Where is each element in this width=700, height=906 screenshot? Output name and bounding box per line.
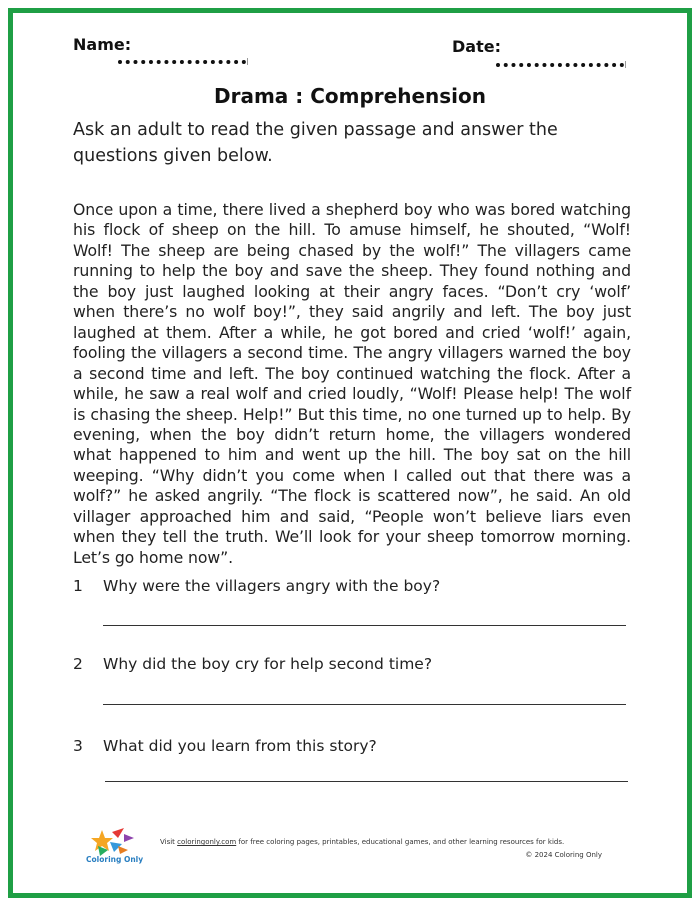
name-line-end [247, 58, 248, 65]
question-1-text: Why were the villagers angry with the boy? [103, 577, 441, 595]
question-3-number: 3 [73, 737, 83, 755]
question-2-text: Why did the boy cry for help second time? [103, 655, 433, 673]
question-1-number: 1 [73, 577, 83, 595]
date-dotted-line[interactable] [496, 57, 624, 67]
name-dotted-line[interactable] [118, 54, 246, 64]
name-label: Name: [73, 35, 132, 54]
copyright-text: © 2024 Coloring Only [525, 851, 602, 859]
footer-rest: for free coloring pages, printables, educational games, and other learning resources for kids. [236, 838, 565, 846]
footer-link[interactable]: coloringonly.com [177, 838, 237, 846]
date-label: Date: [452, 37, 501, 56]
answer-3-line[interactable] [105, 781, 628, 782]
question-3-text: What did you learn from this story? [103, 737, 377, 755]
answer-1-line[interactable] [103, 625, 626, 626]
instruction-text: Ask an adult to read the given passage and answer the questions given below. [73, 120, 558, 166]
passage-text: Once upon a time, there lived a shepherd boy who was bored watching his flock of sheep on the hill. To amuse himself, he shouted, “Wolf! Wolf! The sheep are being chased by the wolf!” The villagers came running to help the boy and save the sheep. They found nothing and the boy just laughed looking at their angry faces. “Don’t cry ‘wolf’ when there’s no wolf boy!”, they said angrily and left. The boy just laughed at them. After a while, he got bored and cried ‘wolf!’ again, fooling the villagers a second time. The angry villagers warned the boy a second time and left. The boy continued watching the flock. After a while, he saw a real wolf and cried loudly, “Wolf! Please help! The wolf is chasing the sheep. Help!” But this time, no one turned up to help. By evening, when the boy didn’t return home, the villagers wondered what happened to him and went up the hill. The boy sat on the hill weeping. “Why didn’t you come when I called out that there was a wolf?” he asked angrily. “The flock is scattered now”, he said. An old villager approached him and said, “People won’t believe liars even when they tell the truth. We’ll look for your sheep tomorrow morning. Let’s go home now”. [73, 200, 631, 567]
page-title: Drama : Comprehension [213, 84, 486, 108]
date-line-end [625, 61, 626, 68]
footer-text [160, 838, 564, 846]
question-2-number: 2 [73, 655, 83, 673]
answer-2-line[interactable] [103, 704, 626, 705]
footer-visit: Visit [160, 838, 178, 846]
logo-text: Coloring Only [86, 855, 144, 864]
